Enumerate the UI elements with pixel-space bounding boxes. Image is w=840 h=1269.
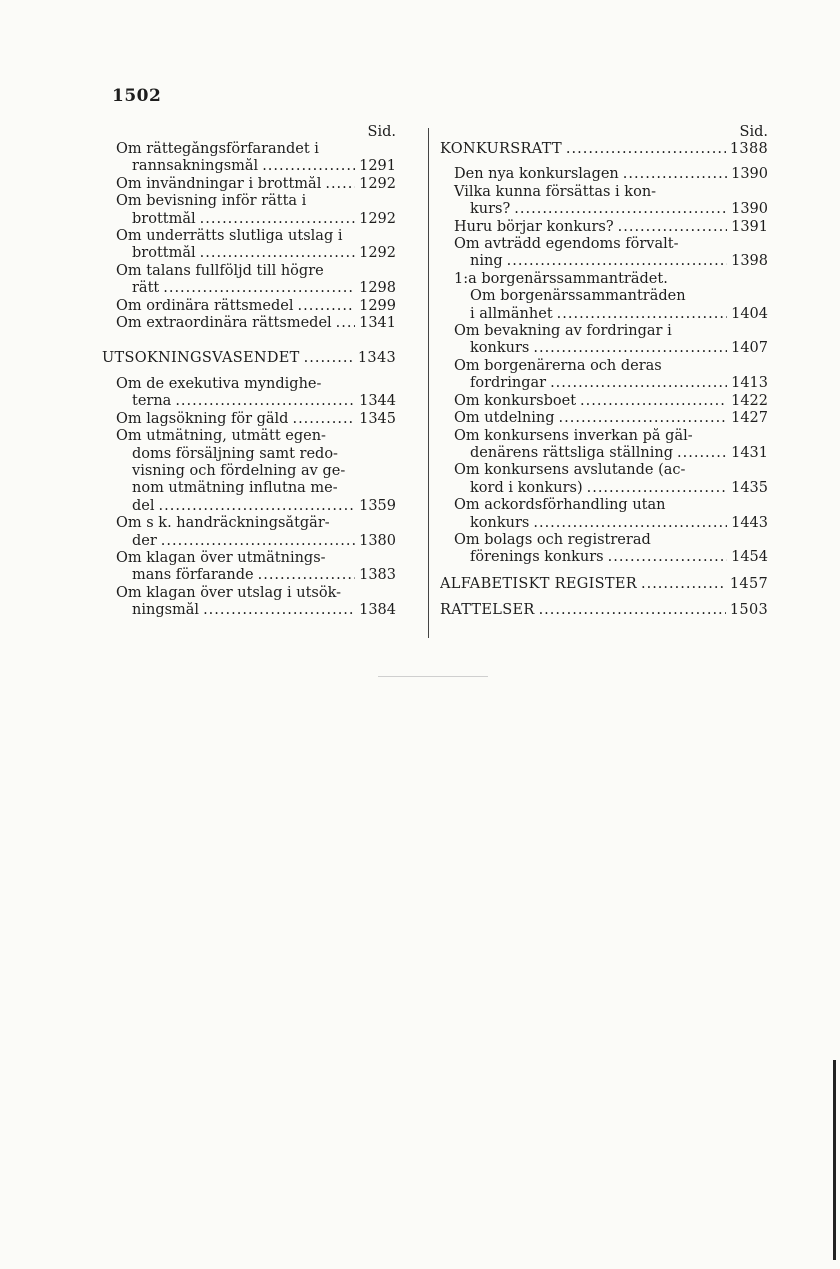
dot-leader — [641, 576, 726, 593]
toc-entry — [440, 497, 768, 532]
toc-page-number: 1292 — [359, 245, 396, 262]
toc-page-number: 1390 — [731, 201, 768, 218]
toc-entry-title: Om de exekutiva myndighe- — [116, 375, 322, 392]
toc-page-number: 1384 — [359, 602, 396, 619]
page-number: 1502 — [112, 86, 162, 106]
dot-leader — [507, 253, 727, 270]
dot-leader — [325, 176, 355, 193]
toc-entry — [440, 428, 768, 463]
dot-leader — [336, 315, 355, 332]
toc-entry — [440, 236, 768, 271]
toc-entry — [440, 358, 768, 393]
toc-page-number: 1435 — [731, 479, 768, 496]
toc-entry-title: Om borgenärssammanträden — [470, 288, 686, 305]
toc-entry-title: förenings konkurs — [470, 549, 604, 566]
toc-page-number: 1388 — [729, 141, 768, 157]
dot-leader — [203, 602, 355, 619]
toc-page-number: 1344 — [359, 393, 396, 410]
dot-leader — [304, 350, 354, 367]
section-heading-utsokning — [102, 350, 396, 367]
toc-entry-title: i allmänhet — [470, 305, 553, 322]
toc-entry — [102, 585, 396, 620]
toc-entry-title: Om konkursens avslutande (ac- — [454, 462, 686, 479]
dot-leader — [292, 411, 355, 428]
toc-entry-title: Om extraordinära rättsmedel — [116, 315, 332, 332]
toc-entry-title: kord i konkurs) — [470, 479, 583, 496]
toc-page-number: 1457 — [729, 575, 768, 592]
dot-leader — [533, 340, 727, 357]
toc-entry-title: Om klagan över utmätnings- — [116, 549, 326, 566]
toc-entry-title: terna — [132, 393, 172, 410]
toc-entry-title: Om talans fullföljd till högre — [116, 262, 324, 279]
toc-entry-title: Om utmätning, utmätt egen- — [116, 428, 326, 445]
toc-page-number: 1390 — [731, 166, 768, 183]
toc-entry-title: der — [132, 532, 157, 549]
toc-entry — [440, 323, 768, 358]
toc-heading — [440, 602, 768, 619]
dot-leader — [559, 410, 728, 427]
toc-entry — [440, 166, 768, 183]
toc-entry-title: ningsmål — [132, 602, 200, 619]
separator-rule — [378, 676, 488, 677]
toc-entry — [102, 411, 396, 428]
toc-entry-title: ALFABETISKT REGISTER — [440, 575, 637, 592]
toc-entry — [440, 410, 768, 427]
toc-page-number: 1503 — [729, 602, 768, 619]
toc-page-number: 1380 — [359, 532, 396, 549]
toc-entry-title: Om underrätts slutliga utslag i — [116, 228, 343, 245]
toc-page-number: 1298 — [359, 280, 396, 297]
dot-leader — [557, 306, 727, 323]
toc-entry-title: Om lagsökning för gäld — [116, 410, 289, 427]
section-heading-rattelser — [440, 602, 768, 619]
toc-entry — [102, 515, 396, 550]
toc-group-utsokning — [102, 376, 396, 620]
column-divider — [428, 128, 429, 638]
dot-leader — [608, 549, 727, 566]
toc-page-number: 1454 — [731, 549, 768, 566]
toc-entry — [102, 376, 396, 411]
dot-leader — [677, 445, 727, 462]
toc-page-number: 1404 — [731, 305, 768, 322]
toc-right-column — [440, 120, 768, 620]
section-heading-register — [440, 576, 768, 593]
toc-entry-title: Om borgenärerna och deras — [454, 357, 662, 374]
toc-page-number: 1359 — [359, 497, 396, 514]
toc-page-number: 1422 — [731, 392, 768, 409]
dot-leader — [161, 533, 355, 550]
toc-entry — [440, 532, 768, 567]
toc-entry-title: del — [132, 497, 155, 514]
page-edge-mark — [833, 1060, 836, 1260]
toc-page-number: 1343 — [357, 350, 396, 367]
toc-page-number: 1398 — [731, 253, 768, 270]
toc-page-number: 1431 — [731, 444, 768, 461]
dot-leader — [159, 498, 356, 515]
sid-header: Sid. — [739, 124, 768, 140]
toc-entry-title: Vilka kunna försättas i kon- — [454, 183, 657, 200]
toc-entry-title: brottmål — [132, 210, 196, 227]
toc-entry-title: Om konkursboet — [454, 392, 577, 409]
toc-entry-title: Om klagan över utslag i utsök- — [116, 584, 342, 601]
toc-page-number: 1427 — [731, 410, 768, 427]
toc-entry-title: Om avträdd egendoms förvalt- — [454, 236, 679, 253]
dot-leader — [587, 480, 727, 497]
toc-page-number: 1292 — [359, 175, 396, 192]
toc-entry — [440, 184, 768, 219]
toc-entry-title: doms försäljning samt redo- — [132, 445, 338, 462]
dot-leader — [580, 393, 727, 410]
dot-leader — [163, 280, 355, 297]
toc-page-number: 1291 — [359, 158, 396, 175]
toc-entry — [102, 228, 396, 263]
toc-page-number: 1443 — [731, 514, 768, 531]
dot-leader — [200, 245, 355, 262]
toc-left-column — [102, 120, 396, 620]
toc-entry-title: mans förfarande — [132, 567, 254, 584]
toc-entry-title: Om konkursens inverkan på gäl- — [454, 427, 693, 444]
toc-entry-title: rannsakningsmål — [132, 158, 259, 175]
toc-entry-title: RÄTTELSER — [440, 602, 535, 619]
toc-page-number: 1391 — [731, 218, 768, 235]
toc-entry — [440, 393, 768, 410]
toc-entry-title: Om bevisning inför rätta i — [116, 193, 307, 210]
dot-leader — [262, 158, 355, 175]
toc-entry — [102, 428, 396, 515]
toc-entry-title: Om bolags och registrerad — [454, 531, 651, 548]
dot-leader — [175, 393, 355, 410]
toc-entry — [102, 141, 396, 176]
dot-leader — [623, 166, 727, 183]
toc-entry-title: Om bevakning av fordringar i — [454, 323, 672, 340]
dot-leader — [539, 602, 726, 619]
toc-entry — [440, 219, 768, 236]
toc-entry-title: konkurs — [470, 514, 530, 531]
toc-page-number: 1292 — [359, 210, 396, 227]
toc-entry-title: ning — [470, 253, 503, 270]
toc-entry — [102, 193, 396, 228]
toc-entry-title: UTSÖKNINGSVÄSENDET — [102, 350, 300, 367]
toc-entry-title: Om rättegångsförfarandet i — [116, 141, 319, 157]
toc-group-konkurs — [440, 166, 768, 566]
toc-entry — [102, 176, 396, 193]
toc-page-number: 1299 — [359, 297, 396, 314]
toc-entry-title: KONKURSRÄTT — [440, 141, 562, 157]
toc-entry-title: kurs? — [470, 201, 511, 218]
toc-entry — [102, 550, 396, 585]
toc-page-number: 1407 — [731, 340, 768, 357]
toc-entry — [440, 271, 768, 323]
dot-leader — [298, 298, 356, 315]
toc-heading — [440, 576, 768, 593]
toc-entry-title: brottmål — [132, 245, 196, 262]
toc-entry-title: fordringar — [470, 375, 547, 392]
dot-leader — [533, 515, 727, 532]
toc-page-number: 1413 — [731, 375, 768, 392]
dot-leader — [618, 219, 727, 236]
dot-leader — [566, 141, 726, 158]
toc-entry — [102, 263, 396, 298]
sid-header: Sid. — [367, 124, 396, 140]
dot-leader — [514, 201, 727, 218]
toc-entry — [102, 315, 396, 332]
toc-page-number: 1341 — [359, 315, 396, 332]
toc-entry — [440, 462, 768, 497]
toc-page-number: 1383 — [359, 567, 396, 584]
toc-entry-title: Den nya konkurslagen — [454, 166, 619, 183]
toc-heading — [440, 141, 768, 158]
dot-leader — [200, 211, 355, 228]
toc-entry-title: Om s k. handräckningsåtgär- — [116, 515, 330, 532]
toc-group-left — [102, 141, 396, 332]
dot-leader — [550, 375, 727, 392]
toc-entry-title: konkurs — [470, 340, 530, 357]
toc-entry-title: nom utmätning influtna me- — [132, 480, 338, 497]
toc-heading — [102, 350, 396, 367]
toc-entry-title: rätt — [132, 280, 160, 297]
toc-entry-title: 1:a borgenärssammanträdet. — [454, 270, 668, 287]
toc-entry-title: visning och fördelning av ge- — [132, 462, 346, 479]
section-heading-konkursratt — [440, 141, 768, 158]
toc-entry-title: denärens rättsliga ställning — [470, 444, 674, 461]
toc-entry-title: Om utdelning — [454, 410, 555, 427]
toc-entry-title: Om invändningar i brottmål — [116, 175, 322, 192]
toc-entry — [102, 298, 396, 315]
toc-page-number: 1345 — [359, 410, 396, 427]
dot-leader — [258, 567, 355, 584]
toc-entry-title: Om ackordsförhandling utan — [454, 497, 666, 514]
toc-entry-title: Om ordinära rättsmedel — [116, 297, 294, 314]
toc-entry-title: Huru börjar konkurs? — [454, 218, 614, 235]
